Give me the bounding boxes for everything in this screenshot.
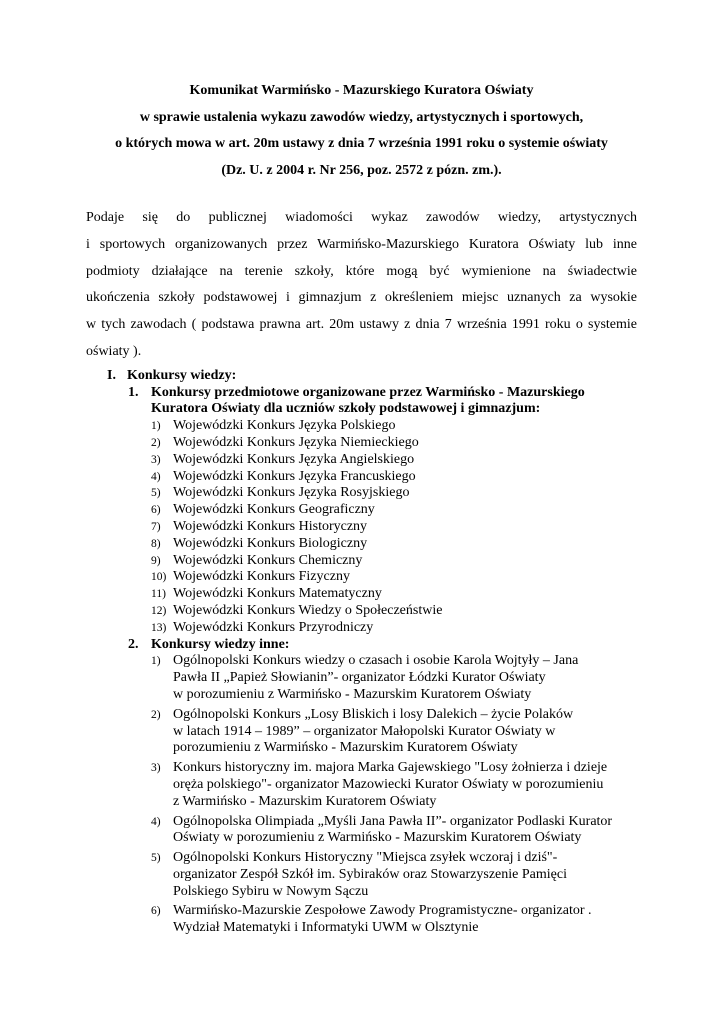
section-heading bbox=[107, 368, 637, 385]
list-item-text: Wojewódzki Konkurs Matematyczny bbox=[173, 586, 382, 602]
list-item-number: 7) bbox=[151, 520, 161, 533]
list-item-text: Wojewódzki Konkurs Biologiczny bbox=[173, 535, 368, 551]
list-item bbox=[151, 620, 637, 637]
list-item-text bbox=[173, 814, 637, 848]
list-item-number: 13) bbox=[151, 621, 167, 634]
list-item-number: 8) bbox=[151, 537, 161, 550]
list-item-number: 5) bbox=[151, 852, 161, 865]
list-item-number: 4) bbox=[151, 470, 161, 483]
list-item-line: Ogólnopolski Konkurs wiedzy o czasach i osobie Karola Wojtyły – Jana bbox=[173, 653, 579, 669]
list-item bbox=[151, 418, 637, 435]
list-item-text: Wojewódzki Konkurs Geograficzny bbox=[173, 502, 375, 518]
title-line: (Dz. U. z 2004 r. Nr 256, poz. 2572 z pózn. zm.). bbox=[221, 162, 502, 178]
section-knowledge-contests bbox=[86, 368, 637, 937]
list-item-text bbox=[173, 903, 637, 937]
list-item-text: Wojewódzki Konkurs Wiedzy o Społeczeństwie bbox=[173, 602, 443, 618]
subsection-number: 2. bbox=[128, 636, 139, 652]
list-item-line: Polskiego Sybiru w Nowym Sączu bbox=[173, 883, 369, 899]
list-item bbox=[151, 469, 637, 486]
intro-line: w tych zawodach ( podstawa prawna art. 20m ustawy z dnia 7 września 1991 roku o systemie bbox=[86, 317, 637, 333]
list-item-text: Wojewódzki Konkurs Przyrodniczy bbox=[173, 619, 374, 635]
subsection-heading bbox=[128, 637, 637, 654]
title-line: o których mowa w art. 20m ustawy z dnia 7 września 1991 roku o systemie oświaty bbox=[115, 136, 608, 151]
list-item-line: Ogólnopolski Konkurs „Losy Bliskich i losy Dalekich – życie Polaków bbox=[173, 706, 574, 722]
subsection-title-line: Kuratora Oświaty dla uczniów szkoły podstawowej i gimnazjum: bbox=[151, 401, 541, 417]
list-item bbox=[151, 586, 637, 603]
title-line: Komunikat Warmińsko - Mazurskiego Kuratora Oświaty bbox=[189, 83, 534, 98]
list-item bbox=[151, 569, 637, 586]
list-item-text bbox=[173, 760, 637, 810]
subsection-number: 1. bbox=[128, 384, 139, 400]
subsection-title-line: Konkursy przedmiotowe organizowane przez Warmińsko - Mazurskiego bbox=[151, 384, 585, 400]
subsection-other-contests bbox=[128, 637, 637, 938]
list-item-number: 3) bbox=[151, 453, 161, 466]
list-item-line: porozumieniu z Warmińsko - Mazurskim Kuratorem Oświaty bbox=[173, 740, 518, 756]
list-item bbox=[151, 814, 637, 848]
list-item-number: 4) bbox=[151, 815, 161, 828]
list-item-line: organizator Zespół Szkół im. Sybiraków oraz Stowarzyszenie Pamięci bbox=[173, 866, 567, 882]
section-number: I. bbox=[107, 367, 116, 383]
other-contest-list bbox=[151, 653, 637, 937]
list-item-number: 1) bbox=[151, 655, 161, 668]
list-item-line: Ogólnopolska Olimpiada „Myśli Jana Pawła II”- organizator Podlaski Kurator bbox=[173, 813, 613, 829]
list-item-text: Wojewódzki Konkurs Języka Angielskiego bbox=[173, 451, 415, 467]
list-item-number: 11) bbox=[151, 588, 166, 601]
list-item-number: 1) bbox=[151, 420, 161, 433]
list-item-number: 2) bbox=[151, 708, 161, 721]
list-item-line: w latach 1914 – 1989” – organizator Małopolski Kurator Oświaty w bbox=[173, 723, 556, 739]
list-item-text bbox=[173, 850, 637, 900]
list-item-line: Pawła II „Papież Słowianin”- organizator Łódzki Kurator Oświaty bbox=[173, 670, 546, 686]
list-item-line: oręża polskiego"- organizator Mazowiecki Kurator Oświaty w porozumieniu bbox=[173, 776, 604, 792]
list-item-number: 12) bbox=[151, 604, 167, 617]
list-item bbox=[151, 502, 637, 519]
list-item-number: 6) bbox=[151, 504, 161, 517]
list-item bbox=[151, 536, 637, 553]
subsection-title: Konkursy wiedzy inne: bbox=[151, 636, 290, 652]
list-item bbox=[151, 760, 637, 810]
intro-line: podmioty działające na terenie szkoły, które mogą być wymienione na świadectwie bbox=[86, 263, 637, 279]
list-item-number: 5) bbox=[151, 487, 161, 500]
intro-line: i sportowych organizowanych przez Warmińsko-Mazurskiego Kuratora Oświaty lub inne bbox=[86, 236, 637, 252]
subject-contest-list bbox=[151, 418, 637, 636]
subsection-subject-contests bbox=[128, 385, 637, 637]
list-item bbox=[151, 653, 637, 703]
list-item-text bbox=[173, 653, 637, 703]
list-item bbox=[151, 603, 637, 620]
list-item-text: Wojewódzki Konkurs Języka Rosyjskiego bbox=[173, 485, 410, 501]
list-item bbox=[151, 707, 637, 757]
list-item-text: Wojewódzki Konkurs Języka Francuskiego bbox=[173, 468, 416, 484]
list-item-text: Wojewódzki Konkurs Fizyczny bbox=[173, 569, 350, 585]
list-item-line: Konkurs historyczny im. majora Marka Gajewskiego "Losy żołnierza i dzieje bbox=[173, 760, 608, 776]
intro-line: ukończenia szkoły podstawowej i gimnazjum z określeniem miejsc uznanych za wysokie bbox=[86, 290, 637, 306]
list-item bbox=[151, 903, 637, 937]
list-item bbox=[151, 553, 637, 570]
list-item-text: Wojewódzki Konkurs Historyczny bbox=[173, 518, 368, 534]
list-item-text bbox=[173, 707, 637, 757]
intro-line: Podaje się do publicznej wiadomości wykaz zawodów wiedzy, artystycznych bbox=[86, 210, 637, 225]
intro-paragraph bbox=[86, 205, 637, 366]
list-item-line: Wydział Matematyki i Informatyki UWM w Olsztynie bbox=[173, 920, 479, 936]
list-item-number: 2) bbox=[151, 436, 161, 449]
list-item-number: 10) bbox=[151, 571, 167, 584]
list-item-number: 6) bbox=[151, 905, 161, 918]
list-item-line: w porozumieniu z Warmińsko - Mazurskim Kuratorem Oświaty bbox=[173, 686, 532, 702]
list-item-line: Warmińsko-Mazurskie Zespołowe Zawody Programistyczne- organizator . bbox=[173, 903, 592, 919]
list-item-text: Wojewódzki Konkurs Języka Polskiego bbox=[173, 418, 396, 434]
subsection-heading bbox=[128, 385, 637, 419]
list-item bbox=[151, 435, 637, 452]
list-item-number: 9) bbox=[151, 554, 161, 567]
list-item-text: Wojewódzki Konkurs Chemiczny bbox=[173, 552, 363, 568]
list-item bbox=[151, 452, 637, 469]
list-item-line: z Warmińsko - Mazurskim Kuratorem Oświaty bbox=[173, 793, 437, 809]
list-item bbox=[151, 850, 637, 900]
title-line: w sprawie ustalenia wykazu zawodów wiedzy, artystycznych i sportowych, bbox=[139, 109, 584, 125]
list-item-number: 3) bbox=[151, 762, 161, 775]
document-title bbox=[86, 78, 637, 184]
subsection-title bbox=[151, 385, 585, 419]
list-item-line: Oświaty w porozumieniu z Warmińsko - Mazurskim Kuratorem Oświaty bbox=[173, 830, 582, 846]
list-item bbox=[151, 485, 637, 502]
list-item bbox=[151, 519, 637, 536]
list-item-text: Wojewódzki Konkurs Języka Niemieckiego bbox=[173, 434, 419, 450]
list-item-line: Ogólnopolski Konkurs Historyczny "Miejsca zsyłek wczoraj i dziś"- bbox=[173, 850, 558, 866]
intro-line: oświaty ). bbox=[86, 343, 142, 359]
section-title: Konkursy wiedzy: bbox=[127, 367, 237, 383]
